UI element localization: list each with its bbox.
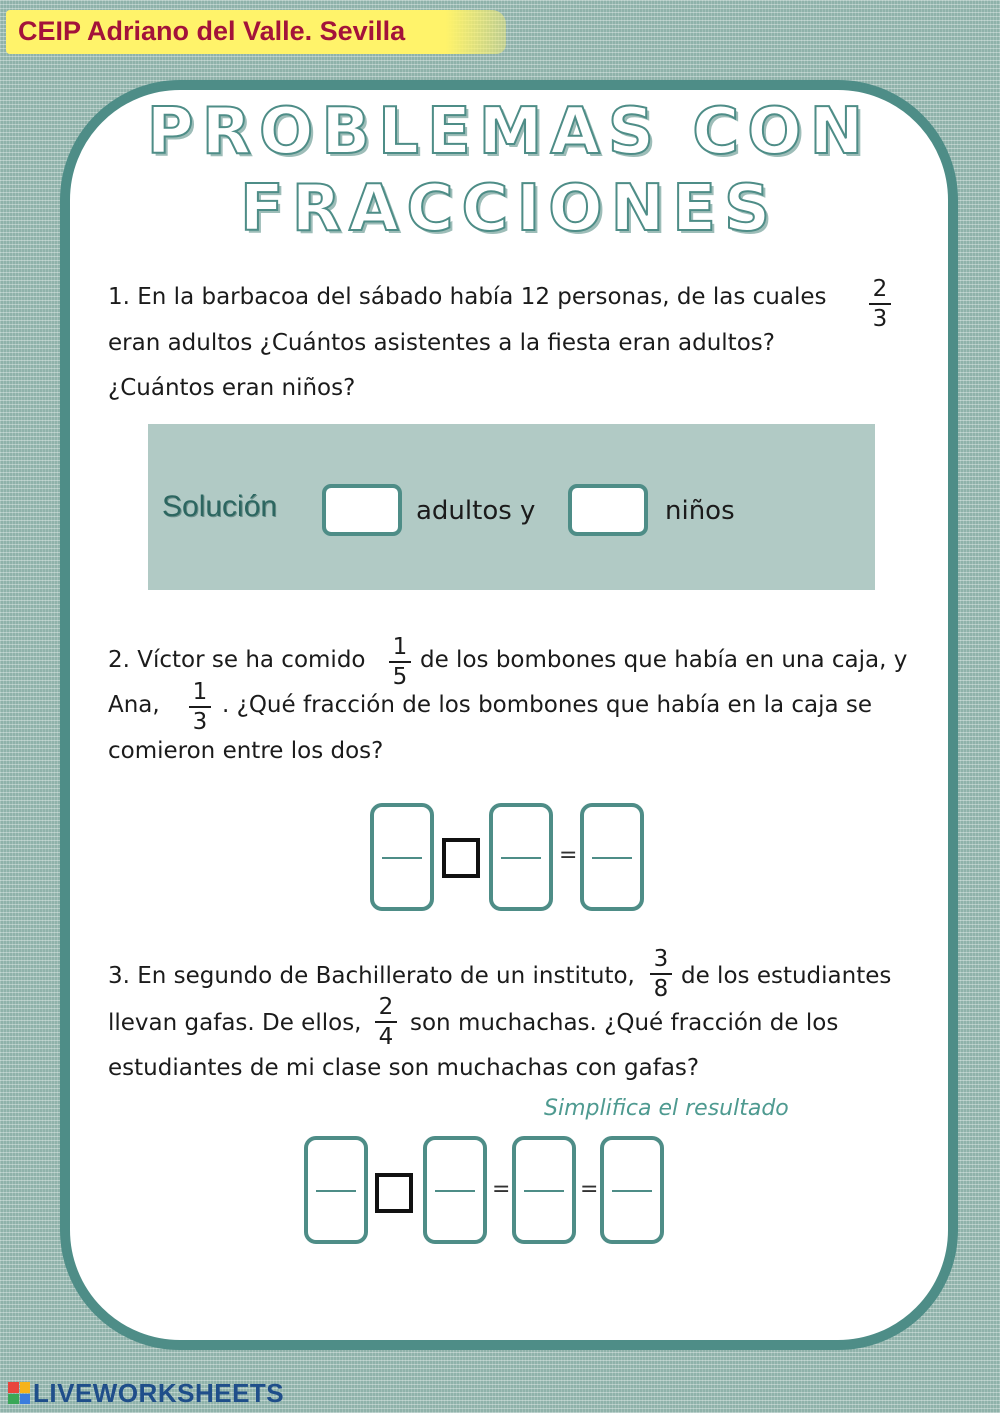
problem3-line2b: son muchachas. ¿Qué fracción de los (410, 1010, 839, 1036)
fraction-input-box[interactable] (304, 1136, 368, 1244)
children-label: niños (665, 496, 735, 526)
fraction-bar (869, 303, 891, 305)
fraction-input-box[interactable] (489, 803, 553, 911)
fraction-input-box[interactable] (512, 1136, 576, 1244)
school-name: CEIP Adriano del Valle. Sevilla (18, 16, 406, 46)
title-line-1: PROBLEMAS CON (146, 95, 872, 169)
operator-input-box[interactable] (375, 1173, 413, 1213)
footer-brand (8, 1378, 284, 1408)
problem3-fraction1 (650, 948, 672, 1000)
fraction-bar (189, 706, 211, 708)
problem3-line2a: llevan gafas. De ellos, (108, 1010, 362, 1036)
fraction-numerator: 2 (872, 276, 888, 302)
fraction-bar (375, 1021, 397, 1023)
fraction-denominator: 8 (653, 976, 669, 1002)
problem1-line1: 1. En la barbacoa del sábado había 12 personas, de las cuales (108, 284, 827, 310)
solution-label: Solución (162, 490, 278, 523)
problem1-fraction (869, 278, 891, 330)
problem2-line1b: de los bombones que había en una caja, y (420, 647, 908, 673)
equals-sign: = (492, 1177, 511, 1202)
fraction-input-box[interactable] (580, 803, 644, 911)
fraction-bar (650, 973, 672, 975)
problem1-line3: ¿Cuántos eran niños? (108, 375, 356, 401)
problem3-line1a: 3. En segundo de Bachillerato de un instituto, (108, 963, 635, 989)
operator-input-box[interactable] (442, 838, 480, 878)
fraction-input-box[interactable] (600, 1136, 664, 1244)
fraction-input-box[interactable] (370, 803, 434, 911)
fraction-denominator: 3 (192, 709, 208, 735)
fraction-denominator: 4 (378, 1024, 394, 1050)
fraction-numerator: 1 (392, 634, 408, 660)
brand-name: LIVEWORKSHEETS (33, 1377, 285, 1408)
problem2-fraction2 (189, 681, 211, 733)
simplify-hint: Simplifica el resultado (544, 1096, 789, 1121)
problem3-fraction2 (375, 996, 397, 1048)
school-banner (6, 10, 506, 54)
problem2-line1a: 2. Víctor se ha comido (108, 647, 366, 673)
problem3-line3: estudiantes de mi clase son muchachas con gafas? (108, 1055, 700, 1081)
liveworksheets-logo-icon (8, 1382, 30, 1404)
problem2-line2a: Ana, (108, 692, 160, 718)
fraction-bar (389, 661, 411, 663)
problem2-fraction1 (389, 636, 411, 688)
problem2-line2b: . ¿Qué fracción de los bombones que había en la caja se (222, 692, 873, 718)
fraction-input-box[interactable] (423, 1136, 487, 1244)
equals-sign: = (580, 1177, 599, 1202)
equals-sign: = (559, 843, 578, 868)
fraction-numerator: 1 (192, 679, 208, 705)
adults-label: adultos y (416, 496, 536, 526)
fraction-denominator: 5 (392, 664, 408, 690)
title-line-2: FRACCIONES (239, 172, 779, 246)
adults-answer-input[interactable] (322, 484, 402, 536)
children-answer-input[interactable] (568, 484, 648, 536)
fraction-numerator: 2 (378, 994, 394, 1020)
fraction-denominator: 3 (872, 306, 888, 332)
fraction-numerator: 3 (653, 946, 669, 972)
problem2-line3: comieron entre los dos? (108, 738, 384, 764)
problem1-line2: eran adultos ¿Cuántos asistentes a la fiesta eran adultos? (108, 330, 775, 356)
problem3-line1b: de los estudiantes (681, 963, 892, 989)
